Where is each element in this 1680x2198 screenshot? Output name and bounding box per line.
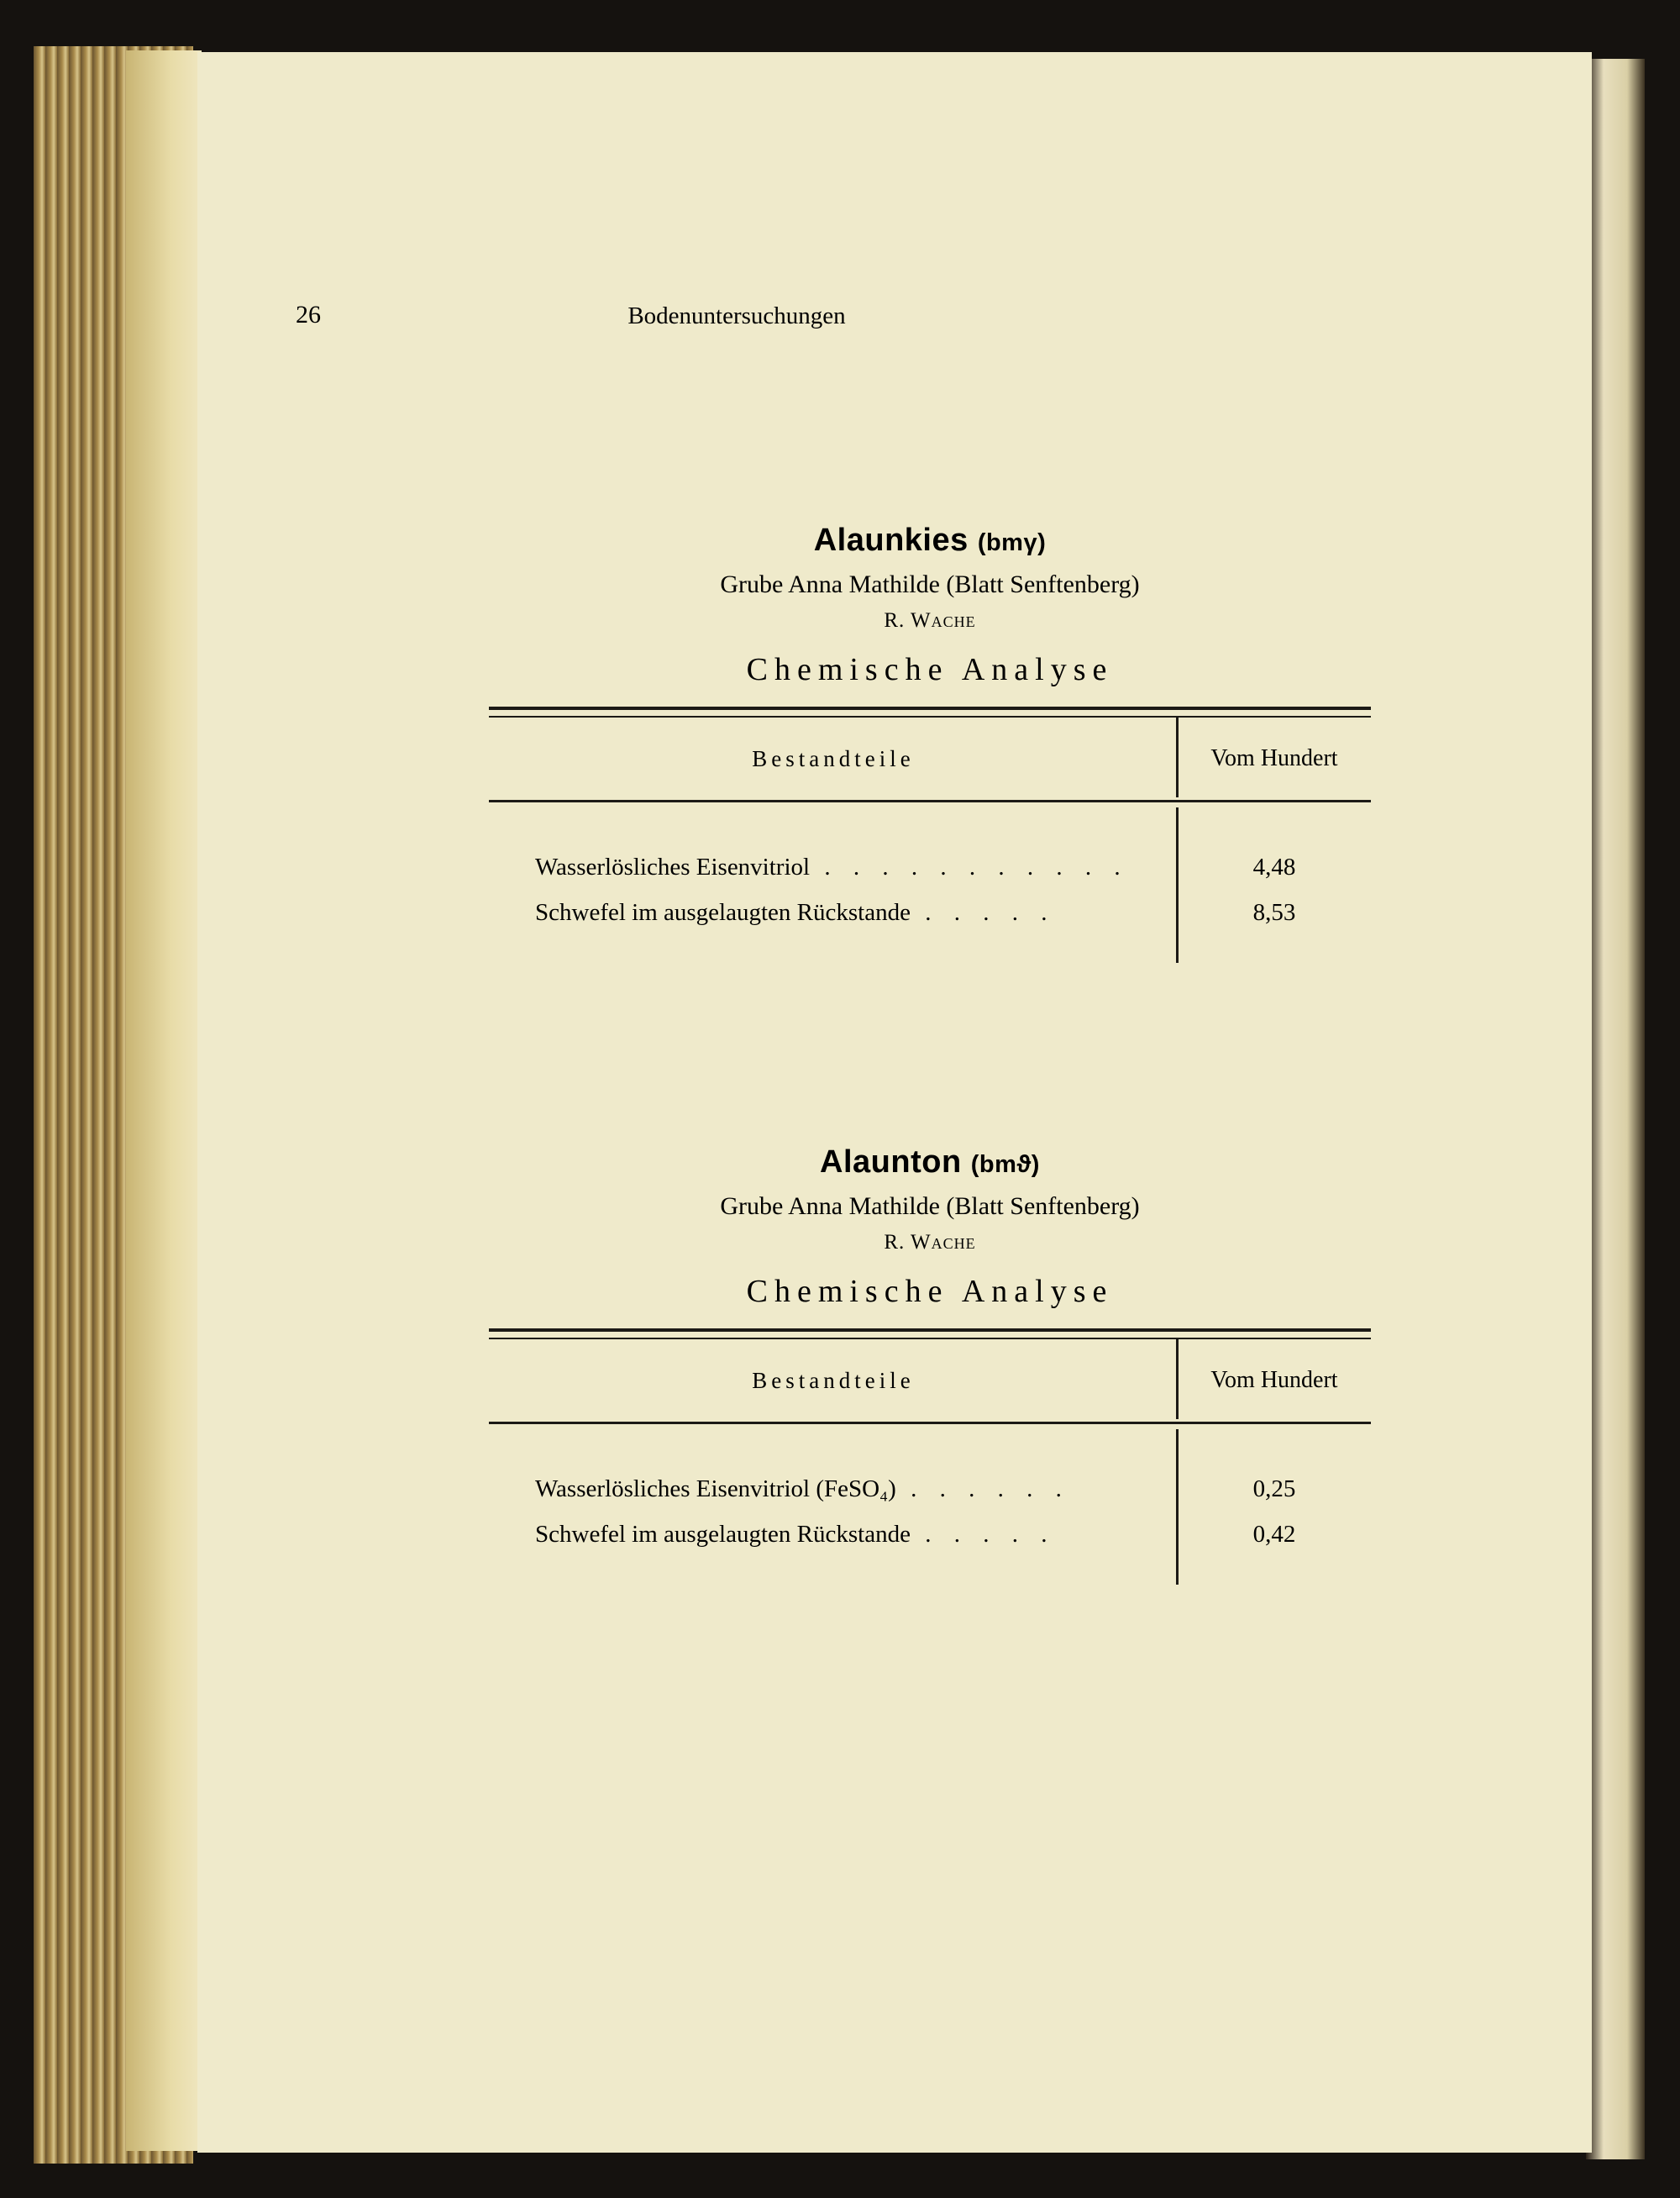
column-header-vom-hundert: Vom Hundert xyxy=(1210,745,1338,771)
row-leader-dots: . . . . . xyxy=(910,1520,1056,1548)
column-divider-head xyxy=(1176,1339,1179,1419)
row-label-text: Wasserlösliches Eisenvitriol (FeSO₄) xyxy=(535,1475,896,1502)
section-title-symbol: (bmϑ) xyxy=(970,1151,1040,1178)
section-title-symbol: (bmγ) xyxy=(977,529,1047,556)
analysis-heading: Chemische Analyse xyxy=(746,1274,1114,1309)
table-body xyxy=(489,802,1371,958)
row-label xyxy=(489,1475,1178,1503)
row-label-text: Schwefel im ausgelaugten Rückstande xyxy=(535,1520,911,1548)
section-title xyxy=(489,523,1371,559)
next-page-edge xyxy=(1586,59,1645,2159)
page-number: 26 xyxy=(296,301,321,329)
row-leader-dots: . . . . . . . . . . . xyxy=(810,853,1129,881)
analysis-table xyxy=(489,1328,1371,1580)
section-title-text: Alaunton xyxy=(820,1144,962,1180)
row-label-text: Schwefel im ausgelaugten Rückstande xyxy=(535,898,911,926)
table-row xyxy=(489,890,1371,935)
row-leader-dots: . . . . . . xyxy=(895,1475,1070,1502)
table-header-row xyxy=(489,1339,1371,1422)
row-leader-dots: . . . . . xyxy=(910,898,1056,926)
row-label-text: Wasserlösliches Eisenvitriol xyxy=(535,853,811,881)
analysis-table xyxy=(489,707,1371,958)
section-subtitle: Grube Anna Mathilde (Blatt Senftenberg) xyxy=(720,1192,1140,1220)
row-value: 8,53 xyxy=(1252,898,1296,926)
row-value: 4,48 xyxy=(1252,853,1296,881)
section-subtitle: Grube Anna Mathilde (Blatt Senftenberg) xyxy=(720,571,1140,598)
column-header-bestandteile: Bestandteile xyxy=(752,1367,915,1393)
table-header-row xyxy=(489,718,1371,800)
row-label xyxy=(489,899,1178,927)
table-top-rule xyxy=(489,1328,1371,1339)
section-title xyxy=(489,1144,1371,1181)
row-value: 0,25 xyxy=(1252,1475,1296,1502)
column-header-bestandteile: Bestandteile xyxy=(752,745,915,771)
analysis-heading: Chemische Analyse xyxy=(746,652,1114,687)
column-divider-body xyxy=(1176,1429,1179,1585)
table-row xyxy=(489,1512,1371,1557)
table-row xyxy=(489,1466,1371,1512)
book-page-edges-inner xyxy=(126,50,202,2151)
book-page xyxy=(197,52,1592,2153)
running-title: Bodenuntersuchungen xyxy=(627,302,846,329)
row-label xyxy=(489,1521,1178,1549)
row-value: 0,42 xyxy=(1252,1520,1296,1548)
section-title-text: Alaunkies xyxy=(813,523,969,558)
table-body xyxy=(489,1424,1371,1580)
table-top-rule xyxy=(489,707,1371,718)
row-label xyxy=(489,854,1178,881)
section-alaunkies xyxy=(489,523,1371,958)
table-row xyxy=(489,844,1371,890)
section-author: R. Wache xyxy=(884,609,976,632)
column-divider-head xyxy=(1176,718,1179,797)
column-divider-body xyxy=(1176,807,1179,963)
section-author: R. Wache xyxy=(884,1231,976,1254)
section-alaunton xyxy=(489,1144,1371,1580)
column-header-vom-hundert: Vom Hundert xyxy=(1210,1367,1338,1393)
